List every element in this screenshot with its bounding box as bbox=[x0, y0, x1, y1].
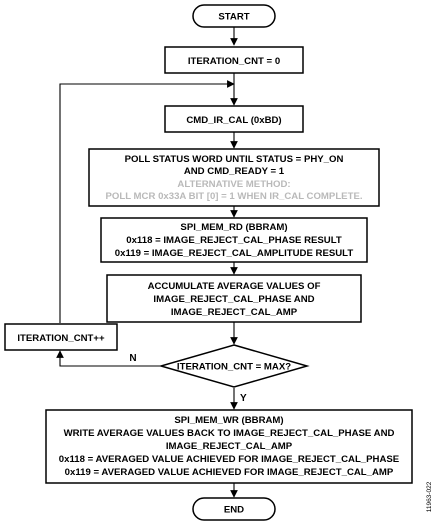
increment-node bbox=[5, 324, 117, 350]
end-node bbox=[193, 498, 275, 520]
increment-label: ITERATION_CNT++ bbox=[17, 333, 105, 344]
start-node bbox=[193, 5, 275, 27]
write-node bbox=[46, 410, 412, 483]
poll-line2: AND CMD_READY = 1 bbox=[183, 166, 285, 177]
decision-label: ITERATION_CNT = MAX? bbox=[176, 361, 292, 373]
accumulate-line3: IMAGE_REJECT_CAL_AMP bbox=[170, 307, 298, 318]
no-label: N bbox=[129, 353, 137, 364]
read-line1: SPI_MEM_RD (BBRAM) bbox=[180, 222, 288, 233]
read-line2: 0x118 = IMAGE_REJECT_CAL_PHASE RESULT bbox=[126, 235, 342, 246]
write-line5: 0x119 = AVERAGED VALUE ACHIEVED FOR IMAGE_REJECT_CAL_AMP bbox=[64, 467, 394, 478]
cmd-label: CMD_IR_CAL (0xBD) bbox=[186, 115, 282, 126]
write-line4: 0x118 = AVERAGED VALUE ACHIEVED FOR IMAGE_REJECT_CAL_PHASE bbox=[58, 454, 400, 465]
poll-line1: POLL STATUS WORD UNTIL STATUS = PHY_ON bbox=[124, 154, 344, 165]
poll-alt-line2: POLL MCR 0x33A BIT [0] = 1 WHEN IR_CAL COMPLETE. bbox=[105, 191, 363, 202]
start-label: START bbox=[218, 11, 250, 23]
edge-decision-no-to-increment bbox=[60, 351, 161, 366]
poll-alt-line1: ALTERNATIVE METHOD: bbox=[177, 179, 291, 190]
write-line3: IMAGE_REJECT_CAL_AMP bbox=[165, 441, 293, 452]
figure-id: 11963-022 bbox=[426, 481, 433, 513]
cmd-node bbox=[165, 106, 303, 132]
read-line3: 0x119 = IMAGE_REJECT_CAL_AMPLITUDE RESULT bbox=[114, 248, 354, 259]
accumulate-node bbox=[107, 275, 361, 322]
accumulate-line1: ACCUMULATE AVERAGE VALUES OF bbox=[147, 281, 321, 292]
write-line1: SPI_MEM_WR (BBRAM) bbox=[174, 415, 284, 426]
decision-node bbox=[161, 345, 307, 387]
accumulate-line2: IMAGE_REJECT_CAL_PHASE AND bbox=[153, 294, 315, 305]
init-node bbox=[165, 47, 303, 73]
poll-node bbox=[89, 149, 379, 206]
init-label: ITERATION_CNT = 0 bbox=[187, 56, 281, 67]
write-line2: WRITE AVERAGE VALUES BACK TO IMAGE_REJECT_CAL_PHASE AND bbox=[63, 428, 395, 439]
read-node bbox=[101, 218, 367, 262]
end-label: END bbox=[223, 504, 245, 516]
yes-label: Y bbox=[240, 393, 247, 404]
